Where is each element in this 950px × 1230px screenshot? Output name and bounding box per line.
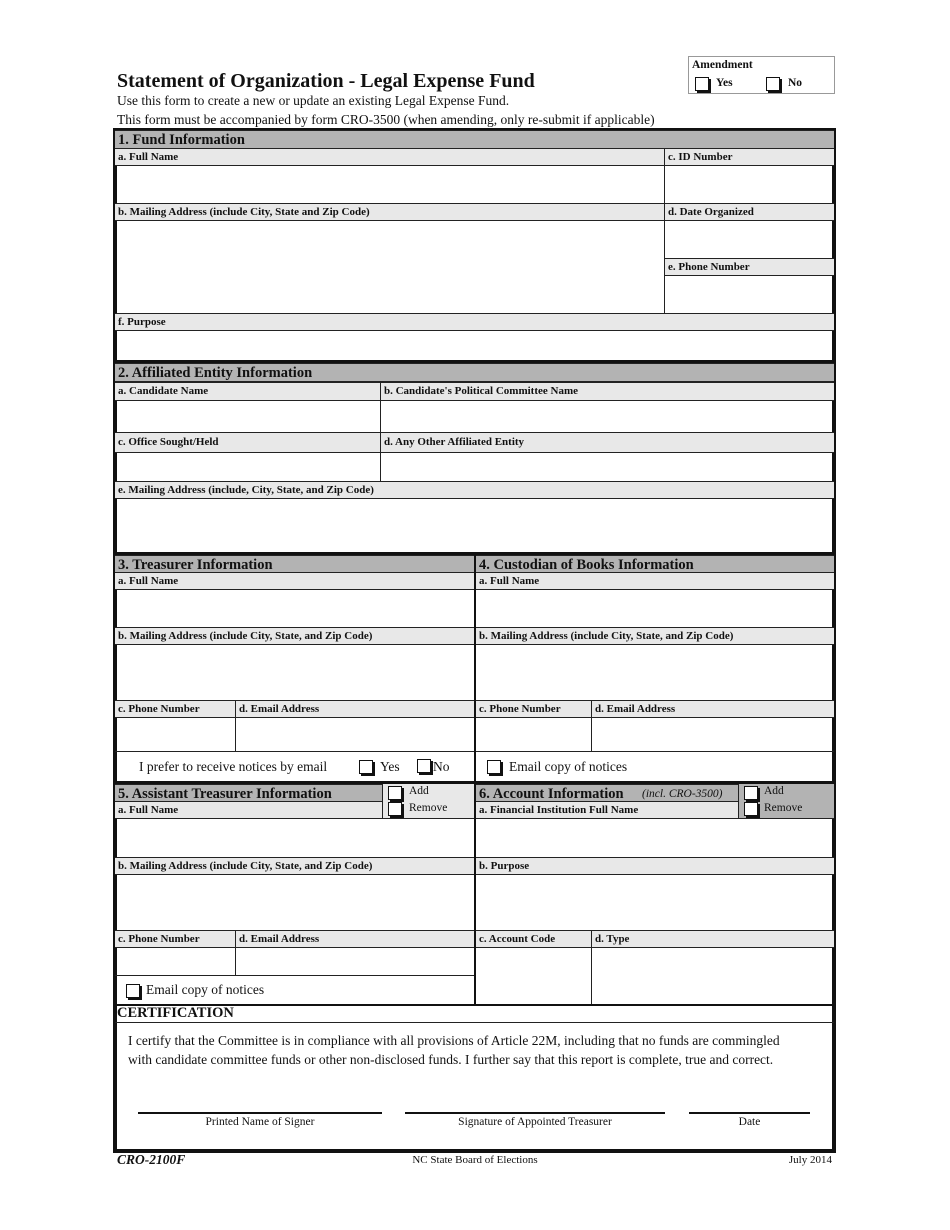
custodian-email-field[interactable]: [593, 718, 834, 751]
page-title: Statement of Organization - Legal Expense Fund: [117, 70, 535, 92]
treasurer-phone-field[interactable]: [115, 718, 236, 751]
custodian-email-copy-checkbox[interactable]: [487, 760, 501, 774]
fund-date-organized-label: d. Date Organized: [665, 203, 834, 221]
amendment-yes-checkbox[interactable]: [695, 77, 709, 91]
certification-text-line-2: with candidate committee funds or other non-disclosed funds. I further say that this report is complete, true and correct.: [128, 1052, 774, 1067]
committee-name-field[interactable]: [382, 401, 834, 432]
divider: [591, 700, 592, 751]
fund-purpose-field[interactable]: [115, 331, 834, 361]
account-type-label: d. Type: [592, 930, 834, 948]
treasurer-mailing-address-field[interactable]: [115, 645, 474, 700]
fund-mailing-address-field[interactable]: [115, 221, 665, 313]
assistant-mailing-address-field[interactable]: [115, 875, 474, 930]
divider: [115, 975, 474, 976]
certification-text-line-1: I certify that the Committee is in compliance with all provisions of Article 22M, including that no funds are commingled: [128, 1033, 780, 1048]
form-date: July 2014: [788, 1154, 832, 1166]
account-remove-checkbox[interactable]: [744, 802, 758, 816]
prefer-email-no-checkbox[interactable]: [417, 759, 431, 773]
treasurer-phone-label: c. Phone Number: [115, 700, 236, 718]
amendment-box: [688, 56, 835, 94]
divider: [474, 751, 476, 782]
amendment-yes-label: Yes: [716, 77, 733, 89]
office-label: c. Office Sought/Held: [115, 432, 381, 453]
assistant-email-copy-checkbox[interactable]: [126, 984, 140, 998]
form-id: CRO-2100F: [117, 1152, 186, 1167]
prefer-notices-label: I prefer to receive notices by email: [139, 759, 328, 774]
candidate-name-label: a. Candidate Name: [115, 382, 381, 401]
agency-name: NC State Board of Elections: [412, 1154, 538, 1166]
assistant-email-label: d. Email Address: [236, 930, 474, 948]
assistant-add-label: Add: [409, 785, 429, 797]
divider: [115, 1022, 834, 1023]
amendment-no-label: No: [788, 77, 803, 89]
fund-purpose-label: f. Purpose: [115, 313, 834, 331]
treasurer-email-label: d. Email Address: [236, 700, 474, 718]
account-add-remove-box: [738, 784, 834, 819]
amendment-no-checkbox[interactable]: [766, 77, 780, 91]
divider: [664, 148, 665, 313]
assistant-email-field[interactable]: [237, 948, 474, 975]
divider: [591, 930, 592, 1005]
other-entity-field[interactable]: [382, 453, 834, 481]
assistant-phone-label: c. Phone Number: [115, 930, 236, 948]
date-line[interactable]: [689, 1112, 810, 1114]
divider: [474, 784, 476, 1005]
account-code-field[interactable]: [476, 948, 592, 1004]
assistant-email-copy-label: Email copy of notices: [146, 982, 265, 997]
assistant-add-checkbox[interactable]: [388, 786, 402, 800]
other-entity-label: d. Any Other Affiliated Entity: [381, 432, 834, 453]
account-remove-label: Remove: [764, 802, 803, 814]
section-2-header: 2. Affiliated Entity Information: [115, 363, 834, 382]
committee-name-label: b. Candidate's Political Committee Name: [381, 382, 834, 401]
instructions-line-2: This form must be accompanied by form CRO-3500 (when amending, only re-submit if applicable): [117, 112, 655, 127]
assistant-mailing-address-label: b. Mailing Address (include City, State, and Zip Code): [115, 857, 474, 875]
instructions-line-1: Use this form to create a new or update an existing Legal Expense Fund.: [117, 93, 510, 108]
section-3-header: 3. Treasurer Information: [115, 555, 474, 573]
custodian-phone-field[interactable]: [476, 718, 592, 751]
assistant-phone-field[interactable]: [115, 948, 236, 975]
custodian-mailing-address-label: b. Mailing Address (include City, State, and Zip Code): [476, 627, 834, 645]
fund-full-name-field[interactable]: [115, 166, 665, 203]
divider: [474, 555, 476, 751]
affiliated-mailing-address-field[interactable]: [115, 499, 834, 552]
institution-label: a. Financial Institution Full Name: [476, 801, 738, 819]
printed-name-label: Printed Name of Signer: [205, 1116, 315, 1128]
amendment-label: Amendment: [692, 59, 753, 71]
section-4-header: 4. Custodian of Books Information: [476, 555, 834, 573]
account-purpose-label: b. Purpose: [476, 857, 834, 875]
divider: [235, 930, 236, 975]
fund-id-number-label: c. ID Number: [665, 148, 834, 166]
prefer-email-yes-checkbox[interactable]: [359, 760, 373, 774]
fund-full-name-label: a. Full Name: [115, 148, 665, 166]
treasurer-mailing-address-label: b. Mailing Address (include City, State, and Zip Code): [115, 627, 474, 645]
affiliated-mailing-address-label: e. Mailing Address (include, City, State, and Zip Code): [115, 481, 834, 499]
custodian-full-name-label: a. Full Name: [476, 572, 834, 590]
prefer-email-yes-label: Yes: [380, 759, 400, 774]
assistant-full-name-field[interactable]: [115, 819, 474, 857]
certification-header: CERTIFICATION: [117, 1005, 234, 1021]
section-6-header: [476, 784, 738, 802]
custodian-email-label: d. Email Address: [592, 700, 834, 718]
assistant-add-remove-box: [382, 784, 474, 819]
section-6-note: (incl. CRO-3500): [642, 788, 723, 800]
section-1-header: 1. Fund Information: [115, 130, 834, 149]
institution-field[interactable]: [476, 819, 834, 857]
section-6-title: 6. Account Information: [479, 786, 624, 802]
account-add-checkbox[interactable]: [744, 786, 758, 800]
signature-label: Signature of Appointed Treasurer: [458, 1116, 612, 1128]
assistant-remove-label: Remove: [409, 802, 448, 814]
assistant-full-name-label: a. Full Name: [115, 801, 382, 819]
account-purpose-field[interactable]: [476, 875, 834, 930]
fund-phone-field[interactable]: [666, 276, 834, 313]
office-field[interactable]: [115, 453, 381, 481]
signature-line[interactable]: [405, 1112, 665, 1114]
custodian-mailing-address-field[interactable]: [476, 645, 834, 700]
treasurer-full-name-field[interactable]: [115, 590, 474, 627]
custodian-email-copy-label: Email copy of notices: [509, 759, 628, 774]
section-5-header: 5. Assistant Treasurer Information: [115, 784, 382, 802]
fund-id-number-field[interactable]: [666, 166, 834, 203]
custodian-phone-label: c. Phone Number: [476, 700, 592, 718]
treasurer-full-name-label: a. Full Name: [115, 572, 474, 590]
divider: [235, 700, 236, 751]
fund-phone-label: e. Phone Number: [665, 258, 834, 276]
prefer-email-no-label: No: [433, 759, 450, 774]
account-code-label: c. Account Code: [476, 930, 592, 948]
candidate-name-field[interactable]: [115, 401, 381, 432]
treasurer-email-field[interactable]: [237, 718, 474, 751]
fund-date-organized-field[interactable]: [666, 221, 834, 258]
custodian-full-name-field[interactable]: [476, 590, 834, 627]
assistant-remove-checkbox[interactable]: [388, 802, 402, 816]
divider: [380, 382, 381, 481]
account-type-field[interactable]: [593, 948, 834, 1004]
account-add-label: Add: [764, 785, 784, 797]
fund-mailing-address-label: b. Mailing Address (include City, State and Zip Code): [115, 203, 665, 221]
date-label: Date: [738, 1116, 761, 1128]
printed-name-line[interactable]: [138, 1112, 382, 1114]
